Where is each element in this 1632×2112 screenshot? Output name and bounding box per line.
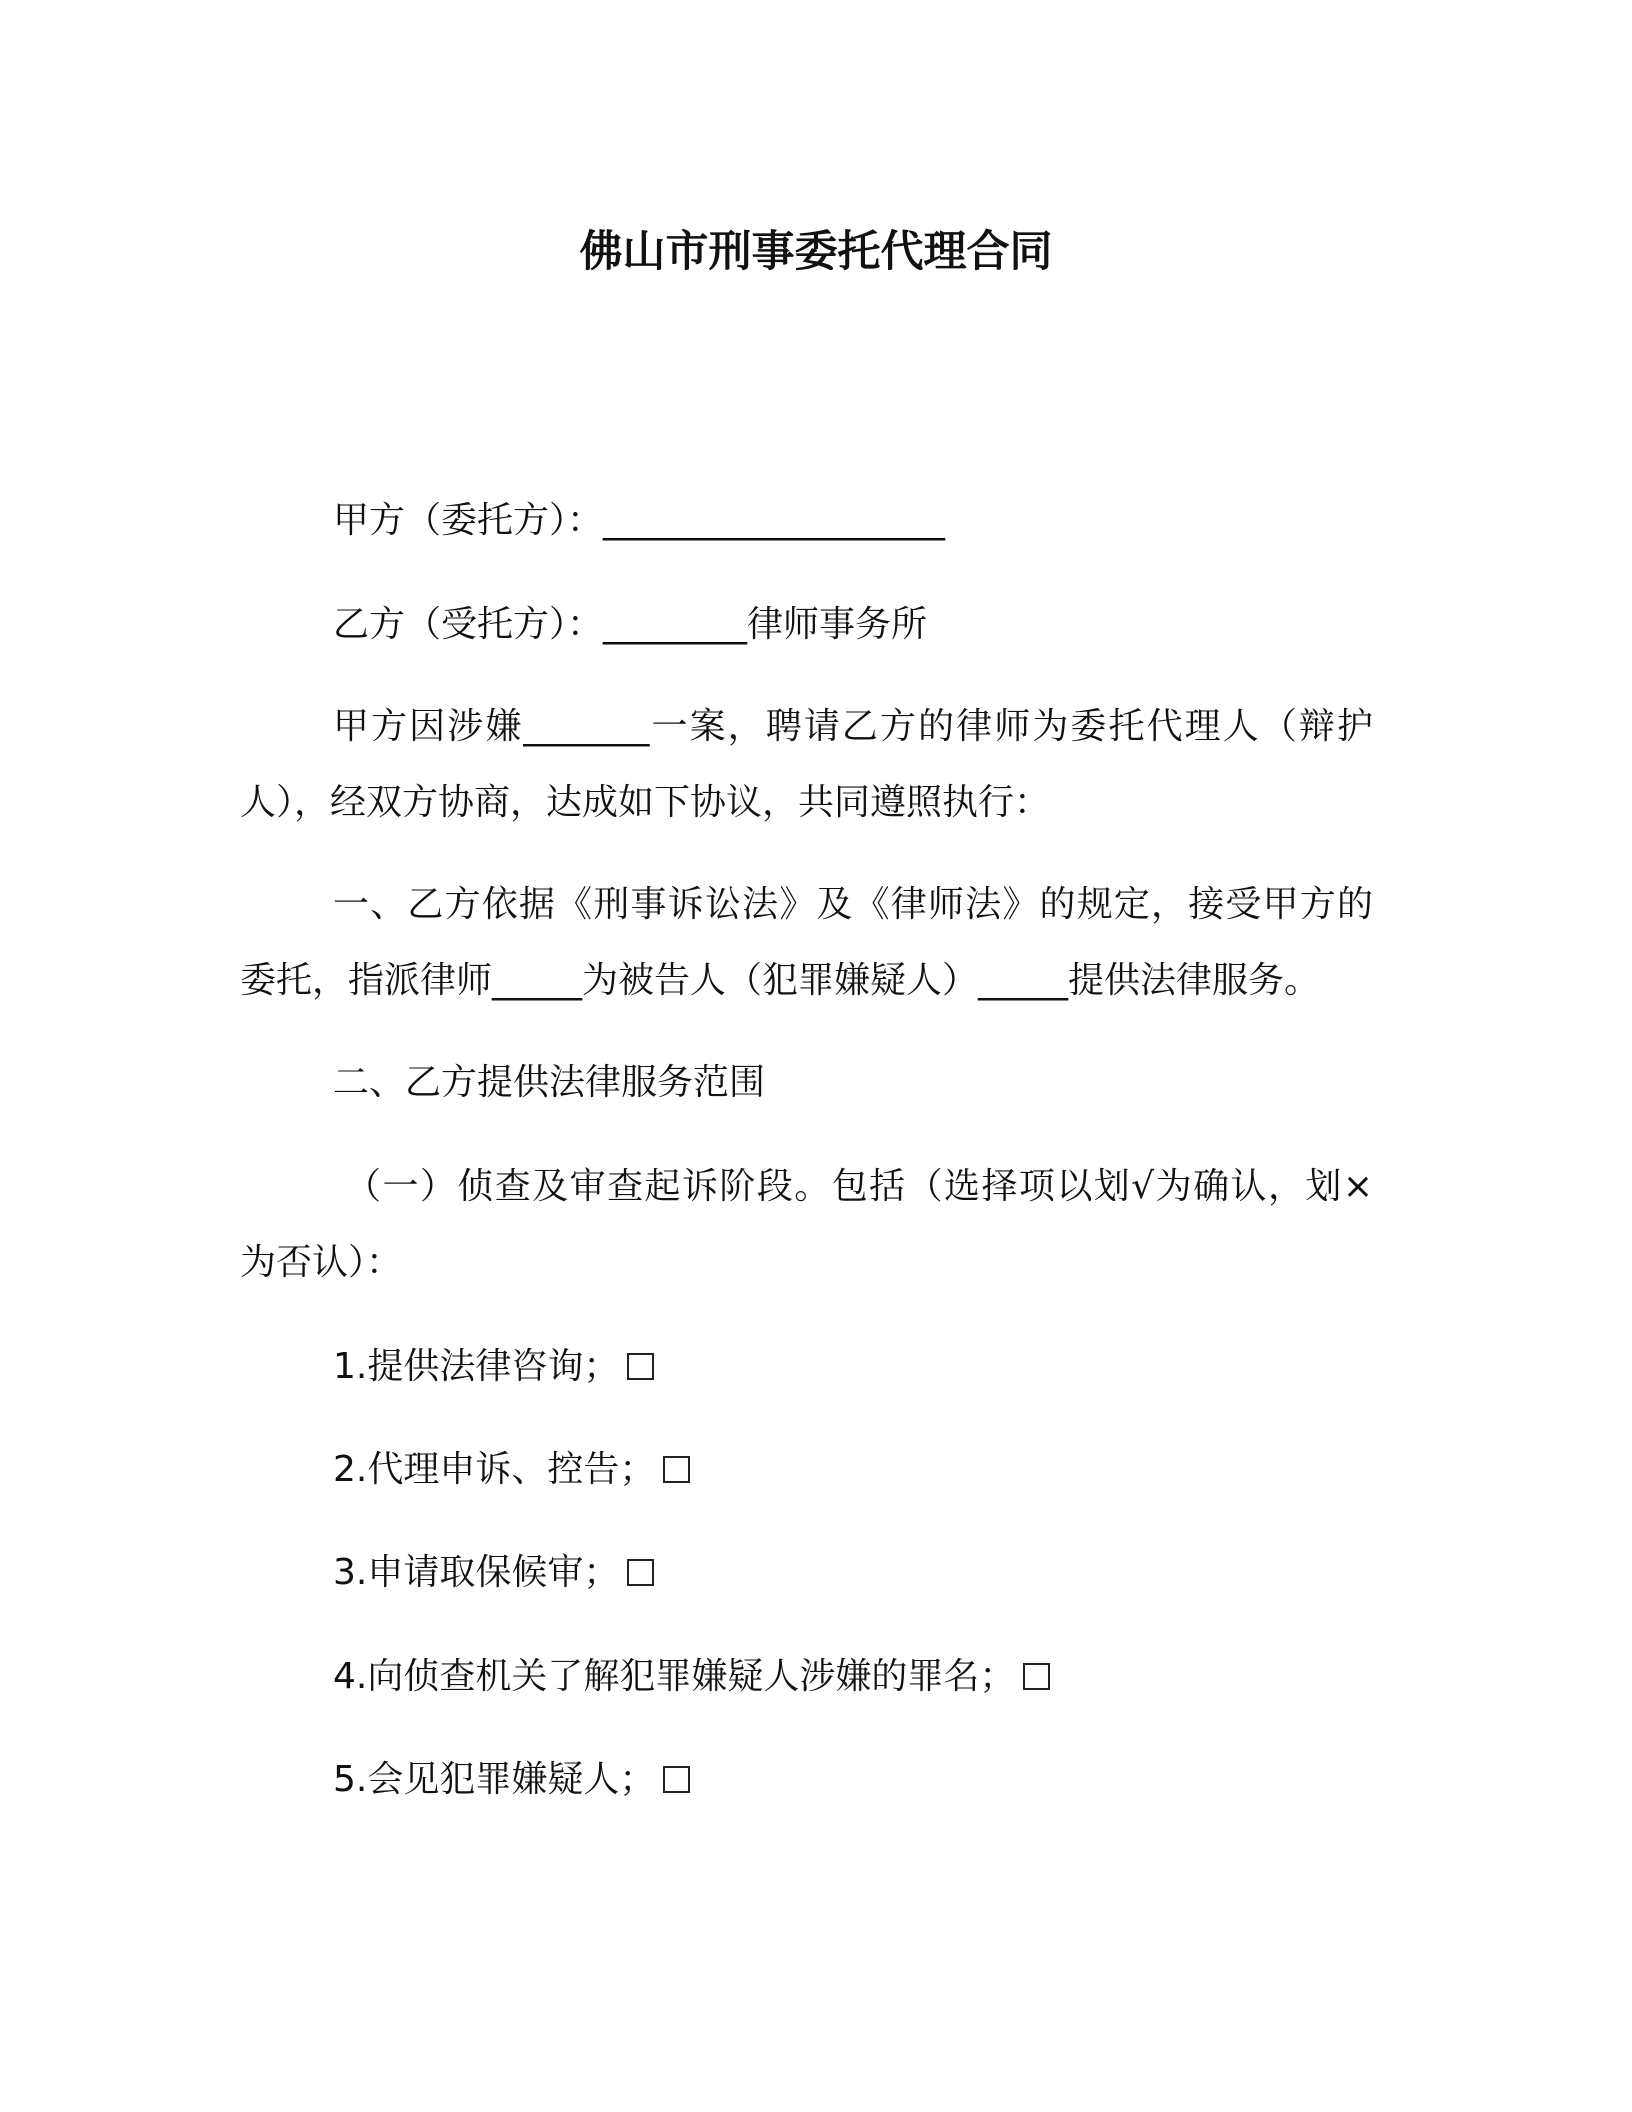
- service-item-label: 1.提供法律咨询；: [333, 1346, 620, 1387]
- stage-1-line-2: 为否认）：: [240, 1242, 403, 1283]
- checkbox-icon[interactable]: [663, 1456, 690, 1483]
- clause-2-heading: 二、乙方提供法律服务范围: [333, 1062, 766, 1103]
- clause-1-line-1: 一、乙方依据《刑事诉讼法》及《律师法》的规定，接受甲方的: [333, 884, 1373, 925]
- intro-paragraph-line-2: 人），经双方协商，达成如下协议，共同遵照执行：: [240, 782, 1051, 823]
- checkbox-icon[interactable]: [1023, 1663, 1050, 1690]
- clause-1-line-2: 委托，指派律师_____为被告人（犯罪嫌疑人）_____提供法律服务。: [240, 960, 1321, 1001]
- document-title: 佛山市刑事委托代理合同: [579, 227, 1053, 277]
- party-a-line: 甲方（委托方）：___________________: [333, 500, 946, 541]
- service-item-label: 5.会见犯罪嫌疑人；: [333, 1759, 656, 1800]
- service-item-label: 3.申请取保候审；: [333, 1552, 620, 1593]
- service-item-3: [333, 1548, 654, 1598]
- service-item-label: 2.代理申诉、控告；: [333, 1449, 656, 1490]
- checkbox-icon[interactable]: [627, 1559, 654, 1586]
- service-item-label: 4.向侦查机关了解犯罪嫌疑人涉嫌的罪名；: [333, 1656, 1016, 1697]
- party-b-line: 乙方（受托方）：________律师事务所: [333, 604, 928, 645]
- intro-paragraph-line-1: 甲方因涉嫌_______一案，聘请乙方的律师为委托代理人（辩护: [333, 706, 1373, 747]
- checkbox-icon[interactable]: [663, 1766, 690, 1793]
- service-item-2: [333, 1445, 690, 1495]
- service-item-4: [333, 1652, 1050, 1702]
- checkbox-icon[interactable]: [627, 1353, 654, 1380]
- stage-1-line-1: （一）侦查及审查起诉阶段。包括（选择项以划√为确认，划×: [345, 1166, 1373, 1207]
- service-item-1: [333, 1342, 654, 1392]
- service-item-5: [333, 1755, 690, 1805]
